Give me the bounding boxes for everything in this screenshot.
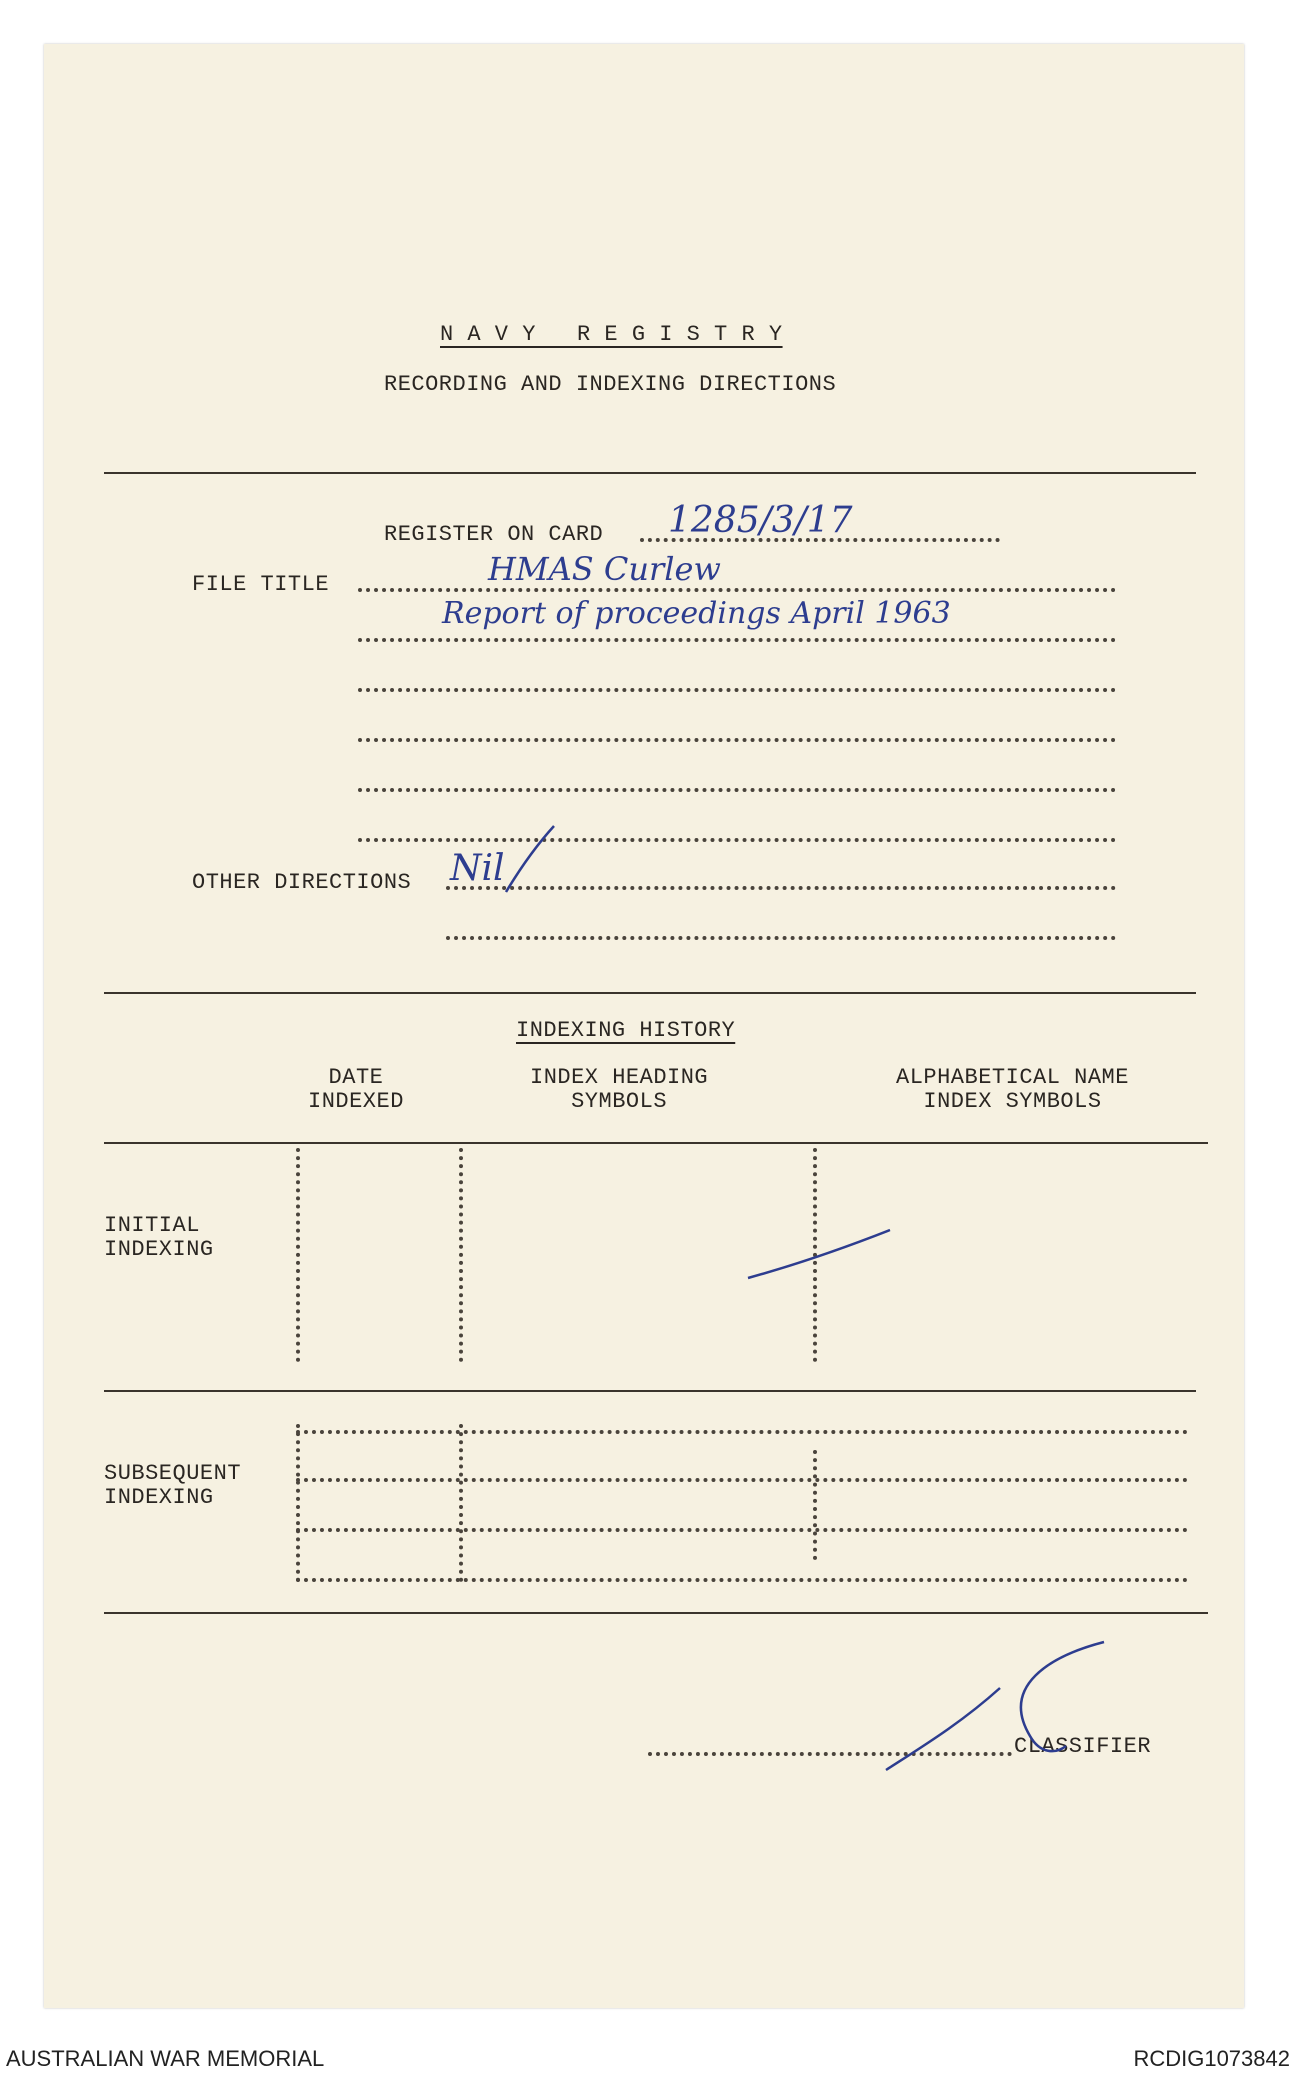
middle-divider [104, 992, 1196, 994]
top-divider [104, 472, 1196, 474]
other-directions-label: OTHER DIRECTIONS [192, 870, 412, 895]
footer-record-id: RCDIG1073842 [1133, 2046, 1290, 2071]
handwritten-tick-mark [500, 820, 560, 900]
column-header-alphabetical-name-index-symbols: ALPHABETICAL NAME INDEX SYMBOLS [896, 1065, 1129, 1114]
subsequent-row-line-2 [296, 1478, 1188, 1482]
initial-column-separator-1 [296, 1148, 300, 1362]
file-title-value-2: Report of proceedings April 1963 [442, 596, 951, 631]
subsequent-row-line-1 [296, 1430, 1188, 1434]
initial-column-separator-2 [459, 1148, 463, 1362]
subsequent-column-separator-1 [296, 1424, 300, 1582]
other-directions-value: Nil [450, 848, 505, 889]
document-subtitle: RECORDING AND INDEXING DIRECTIONS [384, 372, 837, 397]
column-header-date-indexed: DATE INDEXED [308, 1065, 404, 1114]
subsequent-row-line-3 [296, 1528, 1188, 1532]
row-label-initial-indexing: INITIAL INDEXING [104, 1213, 214, 1262]
classifier-label: CLASSIFIER [1014, 1734, 1152, 1759]
file-title-line-3 [358, 688, 1116, 692]
classifier-signature [880, 1636, 1120, 1776]
subsequent-column-separator-3 [813, 1450, 817, 1560]
footer-institution: AUSTRALIAN WAR MEMORIAL [6, 2046, 325, 2071]
register-on-card-label: REGISTER ON CARD [384, 522, 604, 547]
column-header-index-heading-symbols: INDEX HEADING SYMBOLS [530, 1065, 709, 1114]
file-title-line-4 [358, 738, 1116, 742]
table-header-divider [104, 1142, 1208, 1144]
bottom-divider [104, 1612, 1208, 1614]
document-title: N A V Y R E G I S T R Y [440, 322, 783, 347]
file-title-line-1 [358, 588, 1116, 592]
file-title-value-1: HMAS Curlew [488, 550, 721, 588]
handwritten-initial-stroke [744, 1224, 894, 1284]
subsequent-row-line-4 [296, 1578, 1188, 1582]
file-title-line-2 [358, 638, 1116, 642]
subsequent-column-separator-2 [459, 1424, 463, 1582]
initial-subsequent-divider [104, 1390, 1196, 1392]
row-label-subsequent-indexing: SUBSEQUENT INDEXING [104, 1461, 242, 1510]
file-title-line-6 [358, 838, 1116, 842]
file-title-line-5 [358, 788, 1116, 792]
indexing-history-title: INDEXING HISTORY [516, 1018, 736, 1043]
register-on-card-value: 1285/3/17 [668, 500, 853, 541]
other-directions-line-2 [446, 936, 1116, 940]
file-title-label: FILE TITLE [192, 572, 330, 597]
